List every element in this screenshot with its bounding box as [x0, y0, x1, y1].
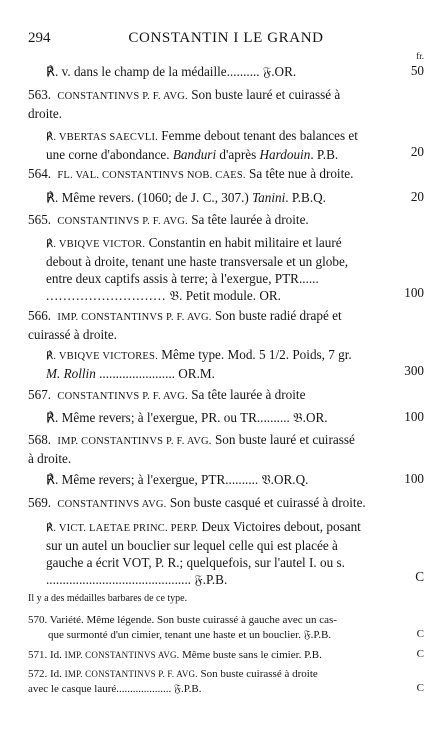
rarity: . P.B. — [310, 147, 339, 162]
reverse-entry-568 — [46, 471, 390, 488]
price-564: 20 — [410, 189, 424, 204]
description: ℟. Même revers; à l'exergue, PR. ou TR.......... 𝔅.OR. — [46, 410, 328, 425]
obverse-entry-564 — [28, 165, 390, 184]
entry-number: 564. — [28, 166, 52, 181]
description: Constantin en habit militaire et lauré — [148, 235, 342, 250]
legend: IMP. CONSTANTINVS P. F. AVG. — [57, 312, 212, 323]
leader-dots: ............................ — [46, 288, 167, 303]
author-citation: Hardouin — [259, 147, 311, 162]
entry-number: 572. Id. — [28, 668, 62, 680]
reverse-entry-563 — [46, 127, 390, 163]
author-citation: Tanini — [252, 190, 286, 205]
reverse-entry-564 — [46, 189, 390, 206]
price-569: C — [415, 569, 424, 584]
description: Sa tête laurée à droite — [191, 387, 306, 402]
footnote: Il y a des médailles barbares de ce type. — [28, 593, 188, 604]
description-cont: que surmonté d'un cimier, tenant une haste et un bouclier. 𝔉.P.B. — [48, 629, 332, 641]
reverse-entry-565 — [46, 234, 390, 304]
description-cont: avec le casque lauré.................... 𝔉.P.B. — [28, 683, 202, 695]
description-cont: gauche a écrit VOT, P. R.; quelquefois, sur l'autel I. ou s. — [46, 555, 345, 570]
description: Son buste casqué et cuirassé à droite. — [169, 495, 366, 510]
reverse-entry-566 — [46, 346, 390, 382]
entry-number: 567. — [28, 387, 52, 402]
description: Son buste radié drapé et — [214, 308, 342, 323]
rarity: 𝔅. Petit module. OR. — [169, 288, 281, 303]
rarity: ....................... OR.M. — [99, 366, 215, 381]
description-cont: droite. — [28, 106, 63, 121]
description: Sa tête laurée à droite. — [191, 212, 309, 227]
description: Son buste lauré et cuirassé à — [191, 87, 341, 102]
legend: CONSTANTINVS P. F. AVG. — [57, 91, 188, 102]
small-entry-571 — [28, 648, 412, 663]
page-number: 294 — [28, 30, 51, 46]
legend: IMP. CONSTANTINVS AVG. — [64, 650, 180, 660]
obverse-entry-568 — [28, 431, 390, 467]
legend: ℟. VBIQVE VICTOR. — [46, 239, 146, 250]
rarity: ............................................ 𝔉.P.B. — [46, 572, 228, 587]
reverse-entry-562 — [46, 63, 390, 80]
price-568: 100 — [404, 471, 424, 486]
rarity: . P.B.Q. — [285, 190, 326, 205]
entry-number: 565. — [28, 212, 52, 227]
description: Deux Victoires debout, posant — [201, 519, 361, 534]
description: Son buste cuirassé à droite — [200, 668, 318, 680]
price-unit-label: fr. — [416, 51, 424, 61]
description: 570. Variété. Même légende. Son buste cuirassé à gauche avec un cas- — [28, 614, 337, 626]
reverse-entry-569 — [46, 518, 390, 588]
small-entry-572 — [28, 667, 412, 697]
description: Même type. Mod. 5 1/2. Poids, 7 gr. — [161, 347, 352, 362]
price-571: C — [416, 648, 424, 660]
description: Même buste sans le cimier. P.B. — [181, 649, 322, 661]
obverse-entry-569 — [28, 494, 390, 513]
description-cont: debout à droite, tenant une haste transversale et un globe, — [46, 254, 349, 269]
entry-number: 571. Id. — [28, 649, 62, 661]
legend: ℟. VBIQVE VICTORES. — [46, 351, 158, 362]
price-563: 20 — [410, 144, 424, 159]
legend: IMP. CONSTANTINVS P. F. AVG. — [64, 669, 198, 679]
price-572: C — [416, 682, 424, 694]
entry-number: 563. — [28, 87, 52, 102]
legend: CONSTANTINVS AVG. — [57, 499, 167, 510]
running-title: CONSTANTIN I LE GRAND — [128, 30, 324, 46]
price-567: 100 — [404, 409, 424, 424]
obverse-entry-566 — [28, 307, 390, 343]
description-cont: une corne d'abondance. — [46, 147, 170, 162]
price-566: 300 — [404, 363, 424, 378]
citation-joiner: d'après — [219, 147, 257, 162]
legend: IMP. CONSTANTINVS P. F. AVG. — [57, 436, 212, 447]
page-header — [28, 30, 424, 61]
small-entry-570 — [28, 613, 412, 643]
description-cont: entre deux captifs assis à terre; à l'exergue, PTR...... — [46, 271, 319, 286]
price-570: C — [416, 628, 424, 640]
description: Son buste lauré et cuirassé — [214, 432, 355, 447]
description: ℟. Même revers. (1060; de J. C., 307.) — [46, 190, 249, 205]
entry-number: 568. — [28, 432, 52, 447]
description-cont: cuirassé à droite. — [28, 327, 117, 342]
price-565: 100 — [404, 285, 424, 300]
reverse-entry-567 — [46, 409, 390, 426]
description: Sa tête nue à droite. — [249, 166, 354, 181]
description-cont: sur un autel un bouclier sur lequel celle qui est placée à — [46, 538, 338, 553]
legend: FL. VAL. CONSTANTINVS NOB. CAES. — [57, 170, 246, 181]
legend: CONSTANTINVS P. F. AVG. — [57, 216, 188, 227]
description: Femme debout tenant des balances et — [161, 128, 358, 143]
obverse-entry-567 — [28, 386, 390, 405]
legend: CONSTANTINVS P. F. AVG. — [57, 391, 188, 402]
entry-number: 569. — [28, 495, 52, 510]
description-cont: à droite. — [28, 451, 72, 466]
obverse-entry-563 — [28, 86, 390, 122]
author-citation: Banduri — [172, 147, 217, 162]
legend: ℟. VBERTAS SAECVLI. — [46, 132, 158, 143]
description: ℟. Même revers; à l'exergue, PTR.......... 𝔙.OR.Q. — [46, 472, 309, 487]
price-562: 50 — [410, 63, 424, 78]
legend: ℟. VICT. LAETAE PRINC. PERP. — [46, 523, 199, 534]
obverse-entry-565 — [28, 211, 390, 230]
entry-text: ℟. v. dans le champ de la médaille.......... 𝔉.OR. — [46, 64, 297, 79]
author-citation: M. Rollin — [46, 366, 96, 381]
entry-number: 566. — [28, 308, 52, 323]
